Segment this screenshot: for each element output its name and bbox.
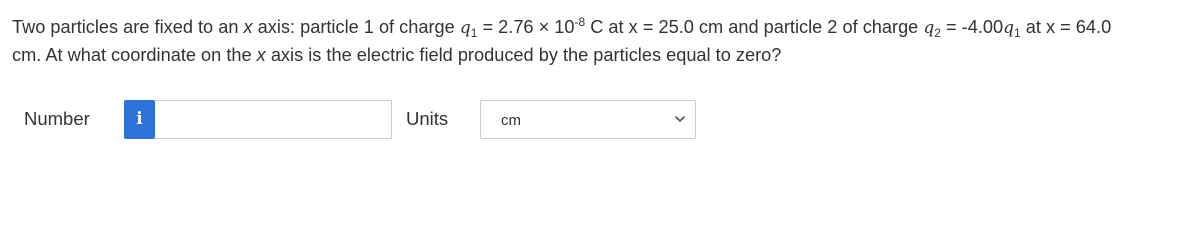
info-button[interactable]: [124, 100, 155, 139]
units-label: Units: [406, 108, 449, 129]
q2-subscript: 2: [934, 26, 941, 40]
question-line-2: cm. At what coordinate on the x axis is the electric field produced by the particles equal to zero?: [12, 45, 782, 65]
q1-variable: q: [459, 18, 471, 38]
units-select[interactable]: [480, 100, 696, 139]
question-line-1: Two particles are fixed to an x axis: particle 1 of charge $q_1 = 2.76 \times 10^{-8}$ C at x = 25.0 cm and particle 2 of charge $q_2 = -4.00q_1$ at x = 64.0: [12, 15, 1112, 40]
q1-subscript-ref: 1: [1014, 26, 1021, 40]
q1-subscript: 1: [470, 26, 478, 40]
x-variable: x: [256, 45, 266, 65]
q1-variable-ref: q: [1003, 18, 1015, 38]
answer-row: [0, 98, 1200, 142]
exponent: -8: [574, 15, 586, 29]
units-selected-value: cm: [501, 112, 521, 129]
number-input[interactable]: [155, 100, 392, 139]
info-icon: i: [136, 109, 143, 129]
number-label: Number: [24, 108, 90, 129]
chevron-down-icon: [673, 112, 687, 126]
question-text: [12, 14, 1197, 69]
q2-variable: q: [923, 18, 935, 38]
x-variable: x: [243, 17, 253, 37]
